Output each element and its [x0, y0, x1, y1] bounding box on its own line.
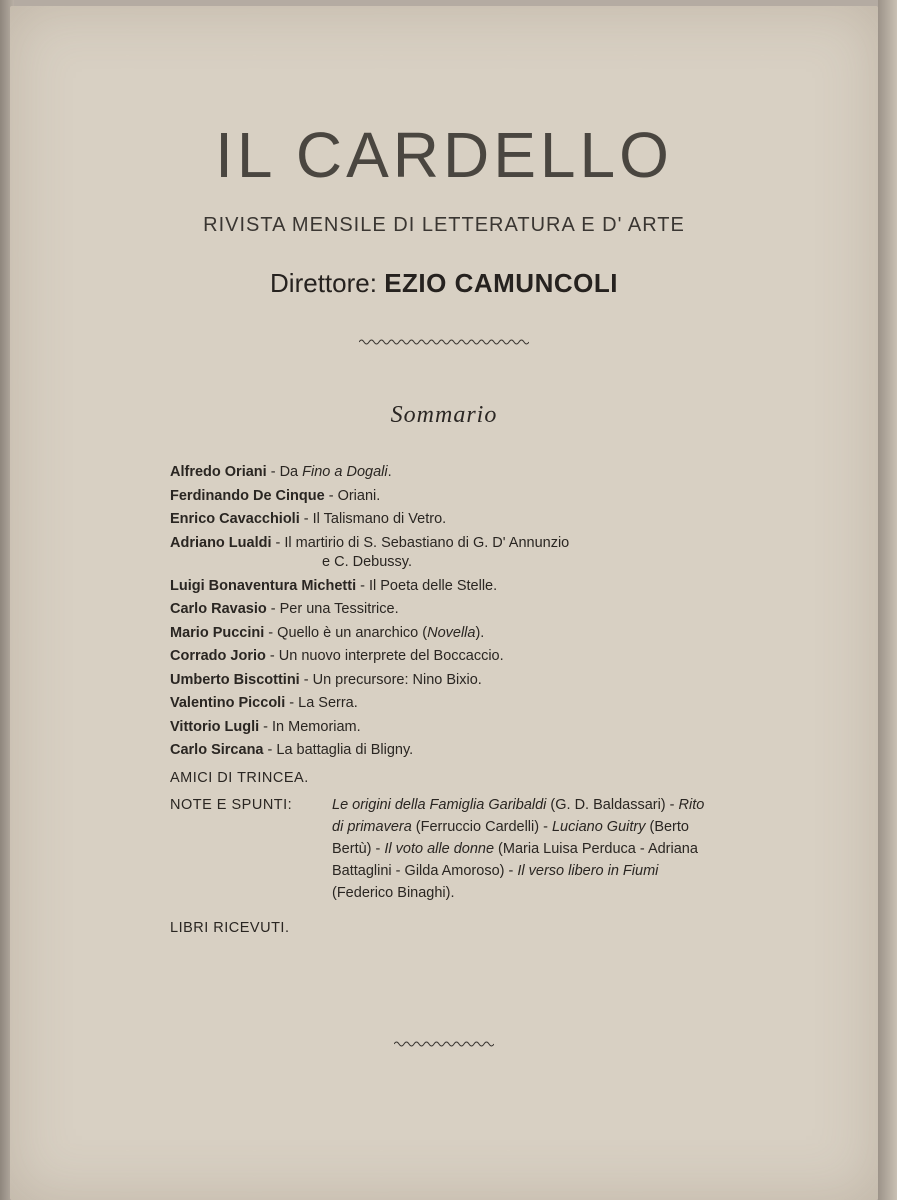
note-credit: (Berto Bertù) -	[332, 818, 689, 857]
magazine-subtitle: RIVISTA MENSILE DI LETTERATURA E D' ARTE	[203, 214, 685, 236]
note-work-italic: Rito di primavera	[332, 796, 705, 835]
toc-work: Quello è un anarchico (	[277, 624, 428, 641]
note-credit: (Maria Luisa Perduca - Adriana Battaglini - Gilda Amoroso) -	[332, 840, 698, 879]
toc-author: Vittorio Lugli	[170, 718, 260, 735]
note-credit: (Ferruccio Cardelli) -	[411, 818, 552, 835]
toc-work: .	[387, 464, 392, 480]
toc-entry	[170, 599, 730, 623]
sommario-heading: Sommario	[390, 402, 498, 428]
toc-separator: -	[299, 671, 313, 688]
toc-entry	[170, 462, 730, 486]
toc-author: Valentino Piccoli	[170, 695, 286, 711]
toc-author: Corrado Jorio	[170, 648, 266, 664]
toc-work: Il Talismano di Vetro.	[312, 511, 447, 527]
toc-author: Alfredo Oriani	[170, 464, 267, 480]
toc-entry-continuation: e C. Debussy.	[322, 554, 412, 570]
section-note-spunti	[170, 794, 730, 904]
toc-author: Luigi Bonaventura Michetti	[170, 577, 357, 594]
director-line	[10, 268, 878, 299]
toc-author: Carlo Ravasio	[170, 601, 267, 617]
toc-separator: -	[285, 695, 299, 711]
toc-work: Il Poeta delle Stelle.	[368, 577, 498, 594]
toc-separator: -	[265, 648, 279, 664]
toc-work: ).	[475, 624, 485, 641]
toc-entry	[170, 670, 730, 694]
page-edge	[878, 0, 897, 1200]
toc-entry	[170, 740, 730, 764]
toc-separator: -	[259, 718, 273, 735]
wavy-divider-top	[10, 334, 878, 352]
toc-entry	[170, 623, 730, 647]
toc-entry	[170, 693, 730, 717]
toc-separator: -	[266, 464, 280, 480]
toc-author: Enrico Cavacchioli	[170, 511, 300, 527]
director-label: Direttore:	[270, 268, 377, 298]
toc-work: La Serra.	[298, 695, 358, 711]
director-name: EZIO CAMUNCOLI	[384, 268, 618, 298]
toc-work-italic: Novella	[427, 624, 476, 641]
toc-separator: -	[264, 624, 278, 641]
note-label: NOTE E SPUNTI:	[170, 796, 293, 813]
toc-separator: -	[263, 742, 277, 758]
toc-separator: -	[324, 487, 338, 504]
toc-separator: -	[266, 601, 280, 617]
note-work-italic: Il verso libero in Fiumi	[517, 862, 659, 879]
toc-separator: -	[299, 511, 313, 527]
section-amici: AMICI DI TRINCEA.	[170, 769, 309, 786]
note-text	[332, 794, 712, 904]
toc-work: Un nuovo interprete del Boccaccio.	[278, 648, 504, 664]
toc-entry	[170, 717, 730, 741]
toc-work: Per una Tessitrice.	[279, 601, 399, 617]
note-credit: (Federico Binaghi).	[332, 884, 455, 901]
toc-work: Il martirio di S. Sebastiano di G. D' Annunzio	[284, 534, 570, 551]
note-work-italic: Il voto alle donne	[384, 840, 495, 857]
toc-author: Carlo Sircana	[170, 742, 264, 758]
toc-author: Umberto Biscottini	[170, 671, 300, 688]
magazine-title: IL CARDELLO	[215, 119, 673, 191]
note-work-italic: Luciano Guitry	[551, 818, 646, 835]
toc-author: Mario Puccini	[170, 624, 265, 641]
toc-entry	[170, 646, 730, 670]
magazine-page	[10, 6, 878, 1200]
note-credit: (G. D. Baldassari) -	[546, 796, 679, 813]
toc-work: La battaglia di Bligny.	[276, 742, 414, 758]
toc-work: Da	[279, 464, 303, 480]
toc-work: Un precursore: Nino Bixio.	[312, 671, 482, 688]
toc-author: Ferdinando De Cinque	[170, 487, 325, 504]
toc-separator: -	[356, 577, 369, 594]
toc-entry	[170, 576, 730, 600]
section-libri: LIBRI RICEVUTI.	[170, 919, 290, 936]
toc-work: In Memoriam.	[272, 718, 361, 735]
toc-entry	[170, 486, 730, 510]
toc-entry	[170, 509, 730, 533]
note-work-italic: Le origini della Famiglia Garibaldi	[332, 796, 547, 813]
wavy-divider-bottom	[10, 1036, 878, 1054]
toc-work: Oriani.	[337, 487, 381, 504]
table-of-contents	[170, 462, 730, 944]
toc-work-italic: Fino a Dogali	[302, 464, 388, 480]
toc-author: Adriano Lualdi	[170, 534, 272, 551]
toc-separator: -	[271, 534, 285, 551]
